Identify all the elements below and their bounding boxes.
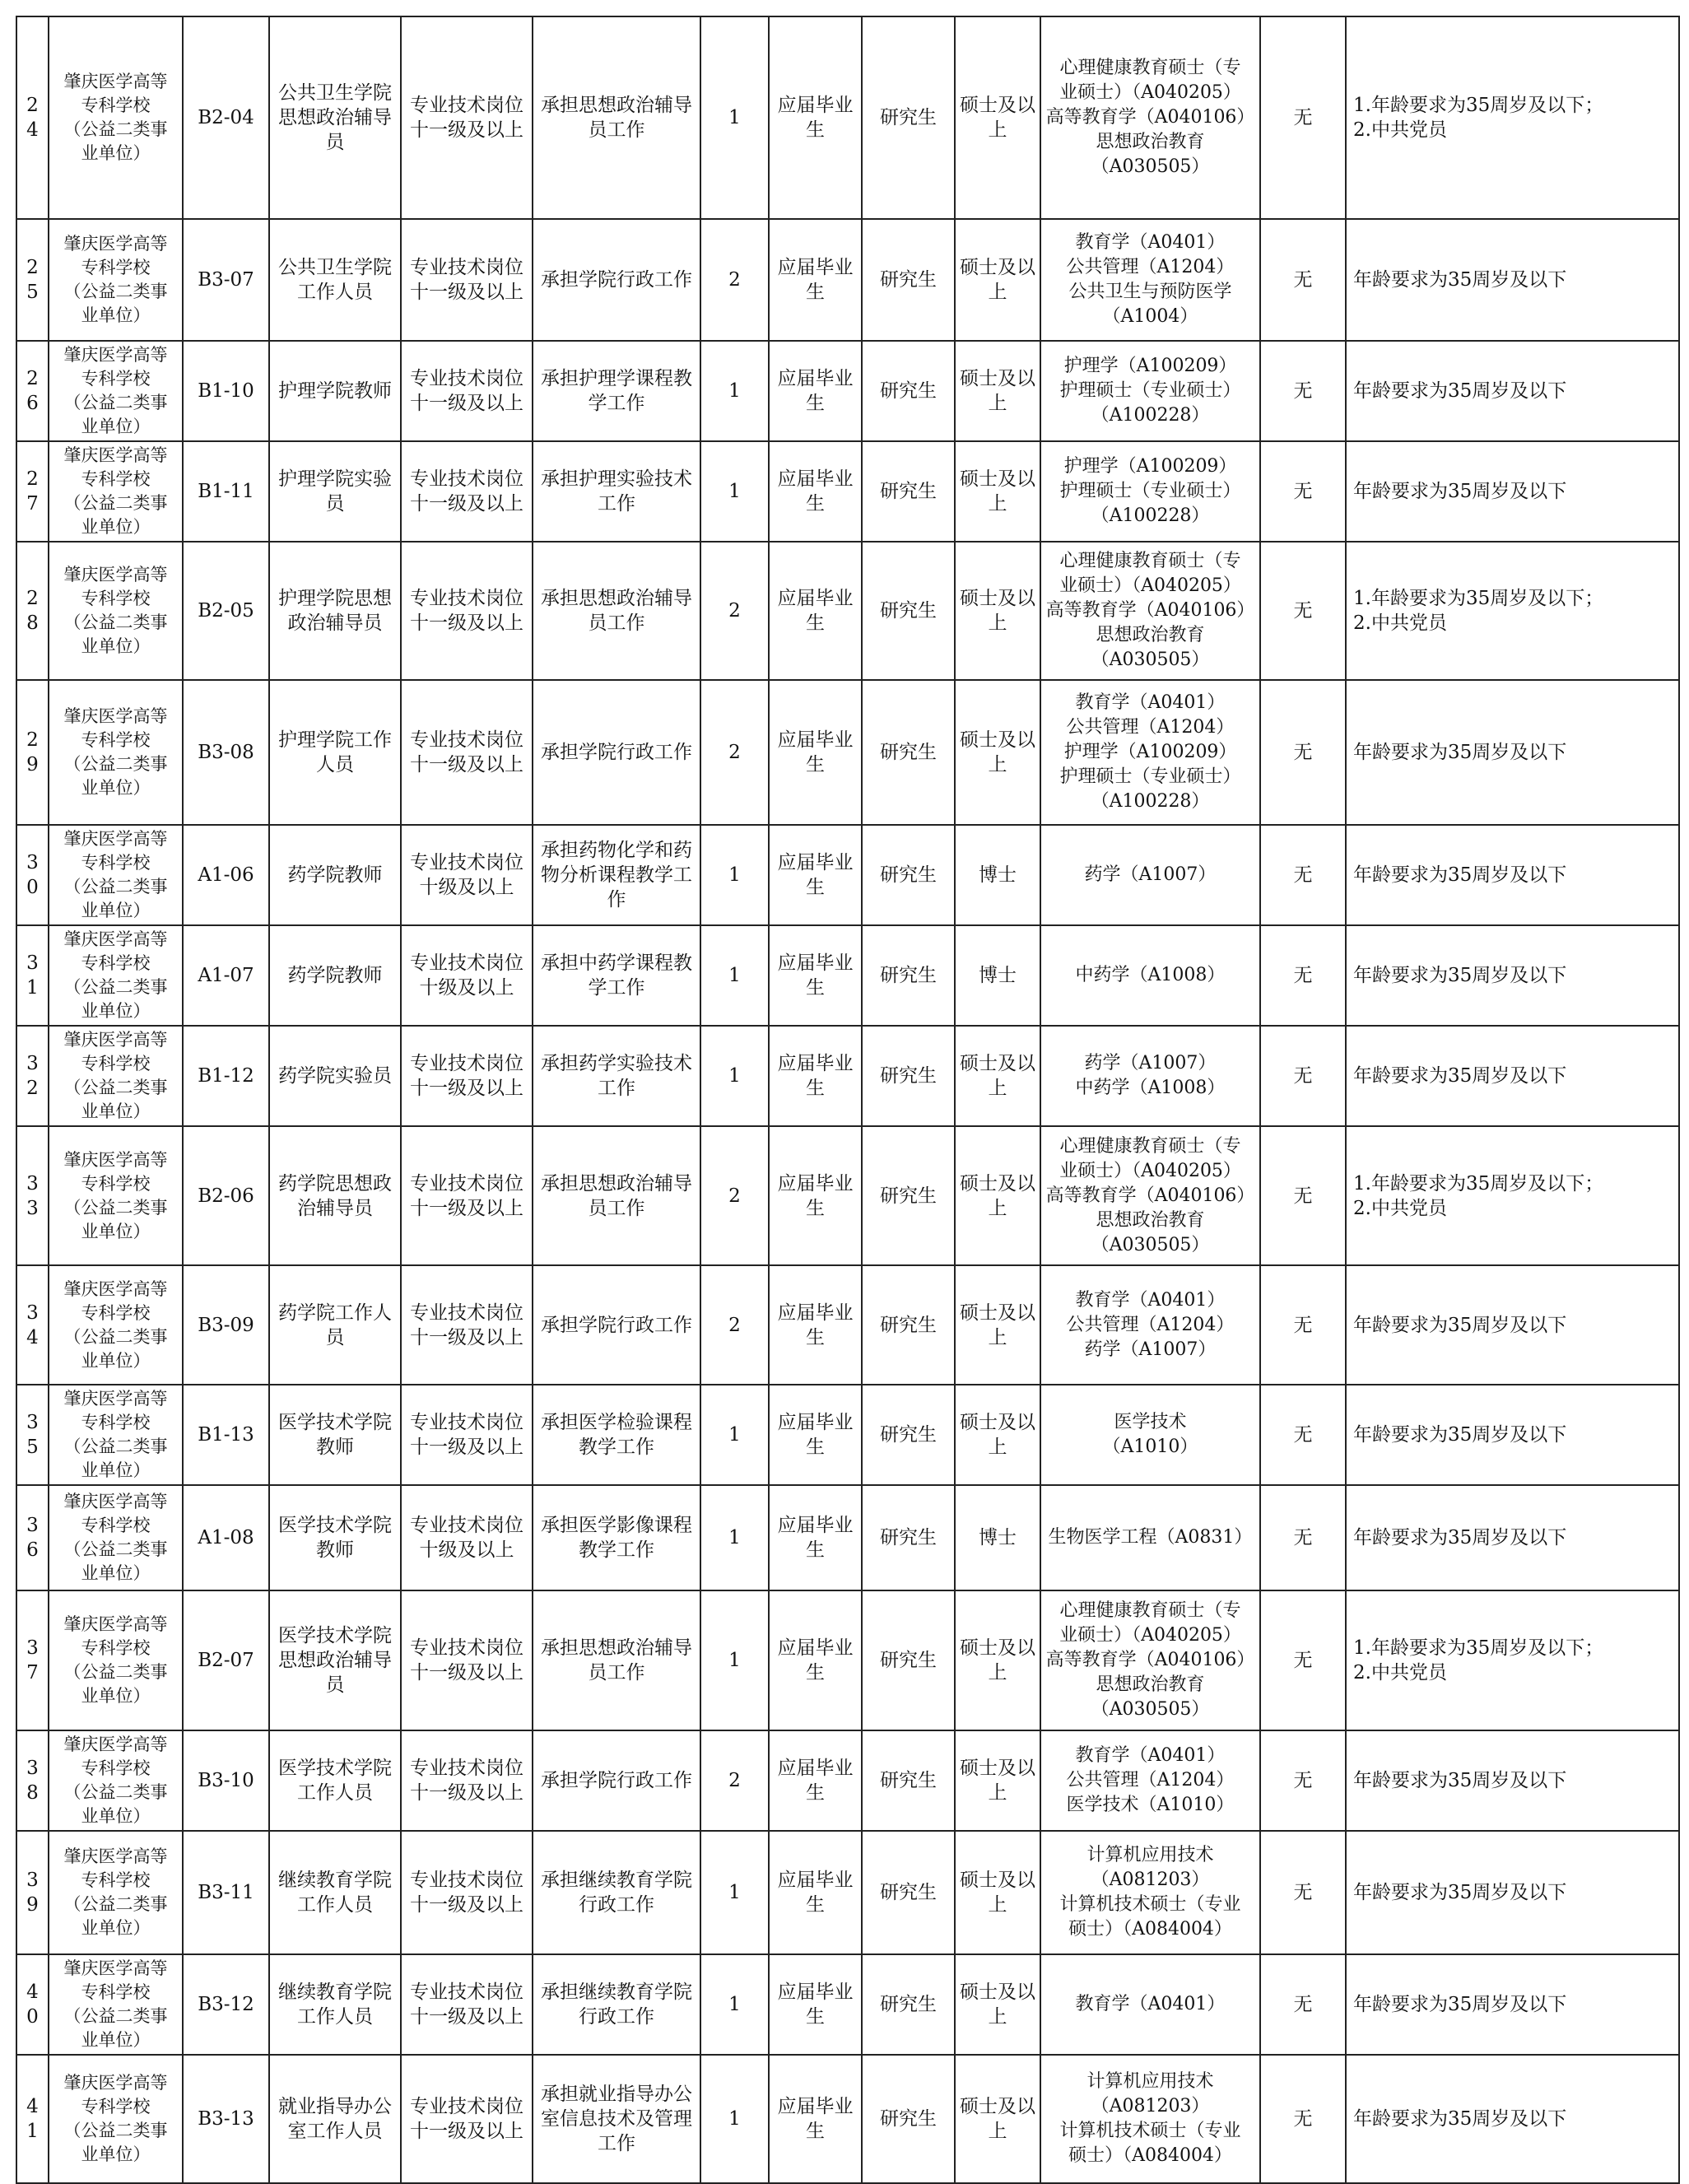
cell-target-group: 应届毕业 生 xyxy=(769,1265,862,1385)
cell-education: 研究生 xyxy=(862,1730,955,1831)
cell-requirements: 年龄要求为35周岁及以下 xyxy=(1346,441,1679,542)
cell-target-group: 应届毕业 生 xyxy=(769,341,862,441)
cell-post-name: 药学院实验员 xyxy=(269,1026,401,1126)
cell-headcount: 1 xyxy=(700,1385,769,1485)
cell-target-group: 应届毕业 生 xyxy=(769,680,862,825)
cell-requirements: 年龄要求为35周岁及以下 xyxy=(1346,925,1679,1026)
cell-major: 药学（A1007） 中药学（A1008） xyxy=(1040,1026,1260,1126)
cell-duties: 承担继续教育学院 行政工作 xyxy=(533,1954,700,2055)
table-row xyxy=(16,1126,1679,1265)
cell-row-number: 29 xyxy=(16,680,49,825)
cell-post-name: 药学院思想政 治辅导员 xyxy=(269,1126,401,1265)
cell-row-number: 24 xyxy=(16,16,49,219)
cell-degree: 硕士及以 上 xyxy=(955,1831,1040,1954)
cell-post-code: B3-09 xyxy=(183,1265,269,1385)
cell-target-group: 应届毕业 生 xyxy=(769,1730,862,1831)
cell-headcount: 2 xyxy=(700,1265,769,1385)
cell-experience: 无 xyxy=(1260,542,1346,680)
cell-row-number: 38 xyxy=(16,1730,49,1831)
table-row xyxy=(16,1730,1679,1831)
cell-headcount: 2 xyxy=(700,1730,769,1831)
cell-employer: 肇庆医学高等 专科学校 （公益二类事 业单位） xyxy=(49,1730,183,1831)
cell-education: 研究生 xyxy=(862,1485,955,1590)
cell-post-name: 医学技术学院 思想政治辅导 员 xyxy=(269,1590,401,1730)
cell-post-name: 护理学院实验 员 xyxy=(269,441,401,542)
cell-post-name: 护理学院工作 人员 xyxy=(269,680,401,825)
cell-target-group: 应届毕业 生 xyxy=(769,1026,862,1126)
cell-target-group: 应届毕业 生 xyxy=(769,219,862,341)
cell-requirements: 年龄要求为35周岁及以下 xyxy=(1346,1730,1679,1831)
cell-headcount: 2 xyxy=(700,1126,769,1265)
cell-degree: 硕士及以 上 xyxy=(955,341,1040,441)
cell-duties: 承担学院行政工作 xyxy=(533,219,700,341)
cell-target-group: 应届毕业 生 xyxy=(769,2055,862,2183)
table-row xyxy=(16,341,1679,441)
cell-row-number: 36 xyxy=(16,1485,49,1590)
table-row xyxy=(16,925,1679,1026)
cell-headcount: 1 xyxy=(700,441,769,542)
cell-target-group: 应届毕业 生 xyxy=(769,441,862,542)
cell-degree: 博士 xyxy=(955,925,1040,1026)
cell-post-name: 护理学院教师 xyxy=(269,341,401,441)
cell-post-name: 药学院教师 xyxy=(269,825,401,925)
cell-education: 研究生 xyxy=(862,542,955,680)
cell-post-name: 药学院工作人 员 xyxy=(269,1265,401,1385)
cell-major: 计算机应用技术 （A081203） 计算机技术硕士（专业 硕士）（A084004） xyxy=(1040,2055,1260,2183)
cell-requirements: 1.年龄要求为35周岁及以下； 2.中共党员 xyxy=(1346,1590,1679,1730)
cell-post-name: 继续教育学院 工作人员 xyxy=(269,1954,401,2055)
cell-duties: 承担药学实验技术 工作 xyxy=(533,1026,700,1126)
cell-row-number: 35 xyxy=(16,1385,49,1485)
cell-post-code: B2-06 xyxy=(183,1126,269,1265)
cell-education: 研究生 xyxy=(862,1026,955,1126)
cell-employer: 肇庆医学高等 专科学校 （公益二类事 业单位） xyxy=(49,2055,183,2183)
cell-major: 护理学（A100209） 护理硕士（专业硕士） （A100228） xyxy=(1040,441,1260,542)
cell-experience: 无 xyxy=(1260,16,1346,219)
cell-row-number: 41 xyxy=(16,2055,49,2183)
table-row xyxy=(16,1385,1679,1485)
cell-degree: 硕士及以 上 xyxy=(955,219,1040,341)
cell-headcount: 1 xyxy=(700,341,769,441)
cell-employer: 肇庆医学高等 专科学校 （公益二类事 业单位） xyxy=(49,219,183,341)
cell-employer: 肇庆医学高等 专科学校 （公益二类事 业单位） xyxy=(49,441,183,542)
cell-post-level: 专业技术岗位 十一级及以上 xyxy=(401,441,533,542)
cell-post-code: B3-10 xyxy=(183,1730,269,1831)
cell-requirements: 年龄要求为35周岁及以下 xyxy=(1346,1831,1679,1954)
cell-education: 研究生 xyxy=(862,680,955,825)
cell-experience: 无 xyxy=(1260,1485,1346,1590)
cell-post-level: 专业技术岗位 十一级及以上 xyxy=(401,219,533,341)
cell-requirements: 年龄要求为35周岁及以下 xyxy=(1346,2055,1679,2183)
table-row xyxy=(16,441,1679,542)
cell-row-number: 26 xyxy=(16,341,49,441)
cell-target-group: 应届毕业 生 xyxy=(769,1954,862,2055)
cell-duties: 承担思想政治辅导 员工作 xyxy=(533,1126,700,1265)
cell-education: 研究生 xyxy=(862,925,955,1026)
cell-major: 心理健康教育硕士（专 业硕士）（A040205） 高等教育学（A040106） 思想政治教育 （A030505） xyxy=(1040,16,1260,219)
cell-degree: 硕士及以 上 xyxy=(955,1954,1040,2055)
cell-experience: 无 xyxy=(1260,1730,1346,1831)
cell-target-group: 应届毕业 生 xyxy=(769,825,862,925)
cell-post-name: 医学技术学院 工作人员 xyxy=(269,1730,401,1831)
cell-requirements: 年龄要求为35周岁及以下 xyxy=(1346,1026,1679,1126)
cell-duties: 承担中药学课程教 学工作 xyxy=(533,925,700,1026)
cell-employer: 肇庆医学高等 专科学校 （公益二类事 业单位） xyxy=(49,1026,183,1126)
cell-major: 生物医学工程（A0831） xyxy=(1040,1485,1260,1590)
cell-post-level: 专业技术岗位 十级及以上 xyxy=(401,1485,533,1590)
cell-degree: 硕士及以 上 xyxy=(955,16,1040,219)
cell-education: 研究生 xyxy=(862,1590,955,1730)
cell-requirements: 1.年龄要求为35周岁及以下； 2.中共党员 xyxy=(1346,542,1679,680)
cell-headcount: 2 xyxy=(700,219,769,341)
cell-experience: 无 xyxy=(1260,1385,1346,1485)
cell-education: 研究生 xyxy=(862,1265,955,1385)
cell-row-number: 32 xyxy=(16,1026,49,1126)
table-row xyxy=(16,1954,1679,2055)
cell-target-group: 应届毕业 生 xyxy=(769,16,862,219)
cell-post-level: 专业技术岗位 十一级及以上 xyxy=(401,16,533,219)
cell-row-number: 39 xyxy=(16,1831,49,1954)
cell-duties: 承担继续教育学院 行政工作 xyxy=(533,1831,700,1954)
cell-requirements: 年龄要求为35周岁及以下 xyxy=(1346,1485,1679,1590)
cell-duties: 承担就业指导办公 室信息技术及管理 工作 xyxy=(533,2055,700,2183)
cell-education: 研究生 xyxy=(862,1954,955,2055)
cell-post-level: 专业技术岗位 十一级及以上 xyxy=(401,1026,533,1126)
cell-major: 心理健康教育硕士（专 业硕士）（A040205） 高等教育学（A040106） 思想政治教育 （A030505） xyxy=(1040,1126,1260,1265)
cell-post-code: B1-11 xyxy=(183,441,269,542)
cell-target-group: 应届毕业 生 xyxy=(769,1385,862,1485)
cell-post-code: B2-07 xyxy=(183,1590,269,1730)
cell-major: 护理学（A100209） 护理硕士（专业硕士） （A100228） xyxy=(1040,341,1260,441)
table-row xyxy=(16,1485,1679,1590)
cell-degree: 博士 xyxy=(955,825,1040,925)
cell-experience: 无 xyxy=(1260,925,1346,1026)
cell-experience: 无 xyxy=(1260,1026,1346,1126)
cell-education: 研究生 xyxy=(862,1126,955,1265)
cell-post-code: B1-10 xyxy=(183,341,269,441)
cell-post-code: B3-07 xyxy=(183,219,269,341)
cell-degree: 硕士及以 上 xyxy=(955,1126,1040,1265)
cell-degree: 硕士及以 上 xyxy=(955,441,1040,542)
cell-post-name: 公共卫生学院 工作人员 xyxy=(269,219,401,341)
cell-row-number: 30 xyxy=(16,825,49,925)
cell-post-name: 就业指导办公 室工作人员 xyxy=(269,2055,401,2183)
cell-post-code: B1-13 xyxy=(183,1385,269,1485)
cell-row-number: 25 xyxy=(16,219,49,341)
cell-post-code: B3-12 xyxy=(183,1954,269,2055)
cell-experience: 无 xyxy=(1260,219,1346,341)
cell-post-code: B3-11 xyxy=(183,1831,269,1954)
cell-degree: 硕士及以 上 xyxy=(955,1730,1040,1831)
cell-employer: 肇庆医学高等 专科学校 （公益二类事 业单位） xyxy=(49,1831,183,1954)
cell-post-level: 专业技术岗位 十一级及以上 xyxy=(401,1954,533,2055)
cell-education: 研究生 xyxy=(862,16,955,219)
cell-post-name: 药学院教师 xyxy=(269,925,401,1026)
cell-requirements: 1.年龄要求为35周岁及以下； 2.中共党员 xyxy=(1346,1126,1679,1265)
cell-target-group: 应届毕业 生 xyxy=(769,925,862,1026)
cell-duties: 承担医学影像课程 教学工作 xyxy=(533,1485,700,1590)
cell-employer: 肇庆医学高等 专科学校 （公益二类事 业单位） xyxy=(49,680,183,825)
cell-row-number: 33 xyxy=(16,1126,49,1265)
cell-row-number: 37 xyxy=(16,1590,49,1730)
cell-experience: 无 xyxy=(1260,825,1346,925)
table-row xyxy=(16,219,1679,341)
cell-major: 教育学（A0401） 公共管理（A1204） 药学（A1007） xyxy=(1040,1265,1260,1385)
cell-degree: 硕士及以 上 xyxy=(955,1590,1040,1730)
cell-major: 心理健康教育硕士（专 业硕士）（A040205） 高等教育学（A040106） 思想政治教育 （A030505） xyxy=(1040,542,1260,680)
cell-degree: 硕士及以 上 xyxy=(955,1385,1040,1485)
cell-headcount: 2 xyxy=(700,680,769,825)
cell-major: 计算机应用技术 （A081203） 计算机技术硕士（专业 硕士）（A084004） xyxy=(1040,1831,1260,1954)
cell-experience: 无 xyxy=(1260,2055,1346,2183)
cell-target-group: 应届毕业 生 xyxy=(769,1831,862,1954)
cell-post-code: B2-04 xyxy=(183,16,269,219)
cell-row-number: 34 xyxy=(16,1265,49,1385)
cell-post-name: 医学技术学院 教师 xyxy=(269,1385,401,1485)
table-row xyxy=(16,680,1679,825)
cell-education: 研究生 xyxy=(862,1831,955,1954)
cell-headcount: 1 xyxy=(700,1590,769,1730)
cell-education: 研究生 xyxy=(862,441,955,542)
cell-requirements: 年龄要求为35周岁及以下 xyxy=(1346,219,1679,341)
cell-employer: 肇庆医学高等 专科学校 （公益二类事 业单位） xyxy=(49,1265,183,1385)
cell-post-code: A1-07 xyxy=(183,925,269,1026)
cell-requirements: 年龄要求为35周岁及以下 xyxy=(1346,1954,1679,2055)
cell-post-code: A1-08 xyxy=(183,1485,269,1590)
cell-post-name: 继续教育学院 工作人员 xyxy=(269,1831,401,1954)
cell-headcount: 1 xyxy=(700,825,769,925)
cell-post-level: 专业技术岗位 十一级及以上 xyxy=(401,542,533,680)
table-row xyxy=(16,1831,1679,1954)
table-row xyxy=(16,1265,1679,1385)
cell-headcount: 1 xyxy=(700,1831,769,1954)
cell-duties: 承担学院行政工作 xyxy=(533,1265,700,1385)
cell-headcount: 2 xyxy=(700,542,769,680)
cell-major: 教育学（A0401） 公共管理（A1204） 医学技术（A1010） xyxy=(1040,1730,1260,1831)
cell-employer: 肇庆医学高等 专科学校 （公益二类事 业单位） xyxy=(49,542,183,680)
cell-duties: 承担思想政治辅导 员工作 xyxy=(533,16,700,219)
cell-duties: 承担医学检验课程 教学工作 xyxy=(533,1385,700,1485)
cell-major: 药学（A1007） xyxy=(1040,825,1260,925)
cell-requirements: 年龄要求为35周岁及以下 xyxy=(1346,680,1679,825)
cell-employer: 肇庆医学高等 专科学校 （公益二类事 业单位） xyxy=(49,925,183,1026)
cell-major: 中药学（A1008） xyxy=(1040,925,1260,1026)
cell-requirements: 1.年龄要求为35周岁及以下； 2.中共党员 xyxy=(1346,16,1679,219)
cell-headcount: 1 xyxy=(700,925,769,1026)
table-row xyxy=(16,1026,1679,1126)
cell-degree: 硕士及以 上 xyxy=(955,1265,1040,1385)
cell-post-name: 医学技术学院 教师 xyxy=(269,1485,401,1590)
cell-degree: 硕士及以 上 xyxy=(955,1026,1040,1126)
cell-post-level: 专业技术岗位 十一级及以上 xyxy=(401,1831,533,1954)
cell-post-name: 护理学院思想 政治辅导员 xyxy=(269,542,401,680)
cell-duties: 承担护理实验技术 工作 xyxy=(533,441,700,542)
table-row xyxy=(16,16,1679,219)
cell-education: 研究生 xyxy=(862,341,955,441)
cell-headcount: 1 xyxy=(700,1954,769,2055)
cell-major: 教育学（A0401） 公共管理（A1204） 护理学（A100209） 护理硕士（专业硕士） （A100228） xyxy=(1040,680,1260,825)
cell-employer: 肇庆医学高等 专科学校 （公益二类事 业单位） xyxy=(49,1590,183,1730)
cell-degree: 硕士及以 上 xyxy=(955,542,1040,680)
cell-row-number: 28 xyxy=(16,542,49,680)
cell-post-level: 专业技术岗位 十一级及以上 xyxy=(401,1385,533,1485)
cell-experience: 无 xyxy=(1260,1265,1346,1385)
cell-target-group: 应届毕业 生 xyxy=(769,1126,862,1265)
cell-post-level: 专业技术岗位 十一级及以上 xyxy=(401,1265,533,1385)
cell-row-number: 31 xyxy=(16,925,49,1026)
cell-experience: 无 xyxy=(1260,680,1346,825)
cell-experience: 无 xyxy=(1260,1831,1346,1954)
recruitment-table xyxy=(16,16,1680,2184)
cell-experience: 无 xyxy=(1260,341,1346,441)
cell-post-level: 专业技术岗位 十一级及以上 xyxy=(401,680,533,825)
cell-experience: 无 xyxy=(1260,1126,1346,1265)
cell-target-group: 应届毕业 生 xyxy=(769,542,862,680)
cell-target-group: 应届毕业 生 xyxy=(769,1485,862,1590)
cell-duties: 承担药物化学和药 物分析课程教学工 作 xyxy=(533,825,700,925)
cell-post-level: 专业技术岗位 十级及以上 xyxy=(401,925,533,1026)
cell-employer: 肇庆医学高等 专科学校 （公益二类事 业单位） xyxy=(49,1954,183,2055)
cell-experience: 无 xyxy=(1260,441,1346,542)
cell-duties: 承担学院行政工作 xyxy=(533,680,700,825)
cell-education: 研究生 xyxy=(862,2055,955,2183)
cell-headcount: 1 xyxy=(700,16,769,219)
cell-row-number: 40 xyxy=(16,1954,49,2055)
cell-post-code: B3-08 xyxy=(183,680,269,825)
cell-degree: 硕士及以 上 xyxy=(955,680,1040,825)
cell-post-code: B3-13 xyxy=(183,2055,269,2183)
cell-post-code: B2-05 xyxy=(183,542,269,680)
cell-experience: 无 xyxy=(1260,1954,1346,2055)
cell-headcount: 1 xyxy=(700,2055,769,2183)
cell-major: 心理健康教育硕士（专 业硕士）（A040205） 高等教育学（A040106） 思想政治教育 （A030505） xyxy=(1040,1590,1260,1730)
cell-duties: 承担护理学课程教 学工作 xyxy=(533,341,700,441)
cell-employer: 肇庆医学高等 专科学校 （公益二类事 业单位） xyxy=(49,825,183,925)
cell-target-group: 应届毕业 生 xyxy=(769,1590,862,1730)
cell-employer: 肇庆医学高等 专科学校 （公益二类事 业单位） xyxy=(49,1385,183,1485)
cell-major: 教育学（A0401） 公共管理（A1204） 公共卫生与预防医学 （A1004） xyxy=(1040,219,1260,341)
cell-duties: 承担学院行政工作 xyxy=(533,1730,700,1831)
cell-employer: 肇庆医学高等 专科学校 （公益二类事 业单位） xyxy=(49,16,183,219)
cell-post-level: 专业技术岗位 十一级及以上 xyxy=(401,2055,533,2183)
cell-major: 教育学（A0401） xyxy=(1040,1954,1260,2055)
table-row xyxy=(16,1590,1679,1730)
cell-post-level: 专业技术岗位 十级及以上 xyxy=(401,825,533,925)
cell-post-code: B1-12 xyxy=(183,1026,269,1126)
cell-degree: 硕士及以 上 xyxy=(955,2055,1040,2183)
cell-employer: 肇庆医学高等 专科学校 （公益二类事 业单位） xyxy=(49,1126,183,1265)
cell-duties: 承担思想政治辅导 员工作 xyxy=(533,1590,700,1730)
cell-employer: 肇庆医学高等 专科学校 （公益二类事 业单位） xyxy=(49,341,183,441)
cell-post-name: 公共卫生学院 思想政治辅导 员 xyxy=(269,16,401,219)
cell-post-level: 专业技术岗位 十一级及以上 xyxy=(401,1590,533,1730)
cell-post-level: 专业技术岗位 十一级及以上 xyxy=(401,1730,533,1831)
cell-headcount: 1 xyxy=(700,1485,769,1590)
cell-major: 医学技术 （A1010） xyxy=(1040,1385,1260,1485)
cell-duties: 承担思想政治辅导 员工作 xyxy=(533,542,700,680)
table-row xyxy=(16,542,1679,680)
cell-requirements: 年龄要求为35周岁及以下 xyxy=(1346,825,1679,925)
table-body xyxy=(16,16,1679,2183)
cell-education: 研究生 xyxy=(862,1385,955,1485)
cell-post-code: A1-06 xyxy=(183,825,269,925)
cell-row-number: 27 xyxy=(16,441,49,542)
cell-degree: 博士 xyxy=(955,1485,1040,1590)
table-row xyxy=(16,825,1679,925)
cell-education: 研究生 xyxy=(862,219,955,341)
cell-requirements: 年龄要求为35周岁及以下 xyxy=(1346,1265,1679,1385)
table-row xyxy=(16,2055,1679,2183)
cell-experience: 无 xyxy=(1260,1590,1346,1730)
cell-post-level: 专业技术岗位 十一级及以上 xyxy=(401,341,533,441)
cell-requirements: 年龄要求为35周岁及以下 xyxy=(1346,341,1679,441)
cell-employer: 肇庆医学高等 专科学校 （公益二类事 业单位） xyxy=(49,1485,183,1590)
cell-headcount: 1 xyxy=(700,1026,769,1126)
cell-post-level: 专业技术岗位 十一级及以上 xyxy=(401,1126,533,1265)
cell-education: 研究生 xyxy=(862,825,955,925)
cell-requirements: 年龄要求为35周岁及以下 xyxy=(1346,1385,1679,1485)
